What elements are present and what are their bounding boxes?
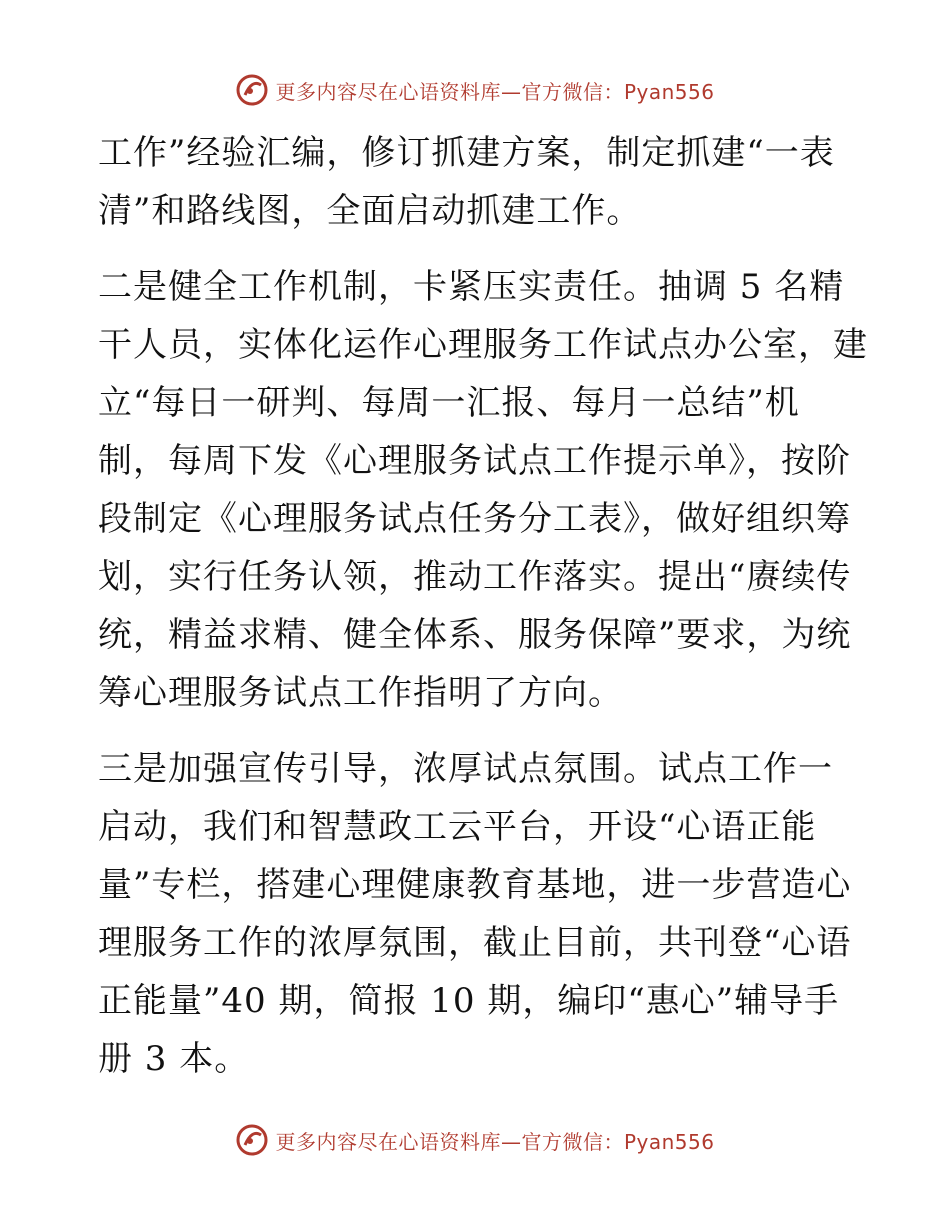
text-line: 启动，我们和智慧政工云平台，开设“心语正能: [98, 807, 817, 847]
text-line: 清”和路线图，全面启动抓建工作。: [98, 191, 642, 231]
text-line: 段制定《心理服务试点任务分工表》，做好组织筹: [98, 499, 851, 539]
text-line: 理服务工作的浓厚氛围，截止目前，共刊登“心语: [98, 923, 852, 963]
paragraph-1: [98, 124, 858, 240]
text-line: 工作”经验汇编，修订抓建方案，制定抓建“一表: [98, 133, 835, 173]
header-banner: [0, 70, 950, 110]
text-line: 筹心理服务试点工作指明了方向。: [98, 673, 623, 713]
text-line: 立“每日一研判、每周一汇报、每月一总结”机: [98, 383, 800, 423]
footer-banner: [0, 1120, 950, 1160]
text-line: 量”专栏，搭建心理健康教育基地，进一步营造心: [98, 865, 852, 905]
text-line: 划，实行任务认领，推动工作落实。提出“赓续传: [98, 557, 852, 597]
text-line: 统，精益求精、健全体系、服务保障”要求，为统: [98, 615, 852, 655]
text-line: 册 3 本。: [98, 1039, 250, 1079]
brand-logo-icon: [235, 73, 269, 107]
document-body: [98, 124, 868, 1088]
text-line: 三是加强宣传引导，浓厚试点氛围。试点工作一: [98, 749, 833, 789]
footer-banner-text: 更多内容尽在心语资料库—官方微信：Pyan556: [275, 1129, 715, 1154]
paragraph-2: [98, 258, 868, 722]
paragraph-3: [98, 740, 858, 1088]
text-line: 干人员，实体化运作心理服务工作试点办公室，建: [98, 325, 868, 365]
header-banner-text: 更多内容尽在心语资料库—官方微信：Pyan556: [275, 79, 715, 104]
text-line: 制，每周下发《心理服务试点工作提示单》，按阶: [98, 441, 851, 481]
brand-logo-icon: [235, 1123, 269, 1157]
text-line: 正能量”40 期，简报 10 期，编印“惠心”辅导手: [98, 981, 840, 1021]
text-line: 二是健全工作机制，卡紧压实责任。抽调 5 名精: [98, 267, 845, 307]
